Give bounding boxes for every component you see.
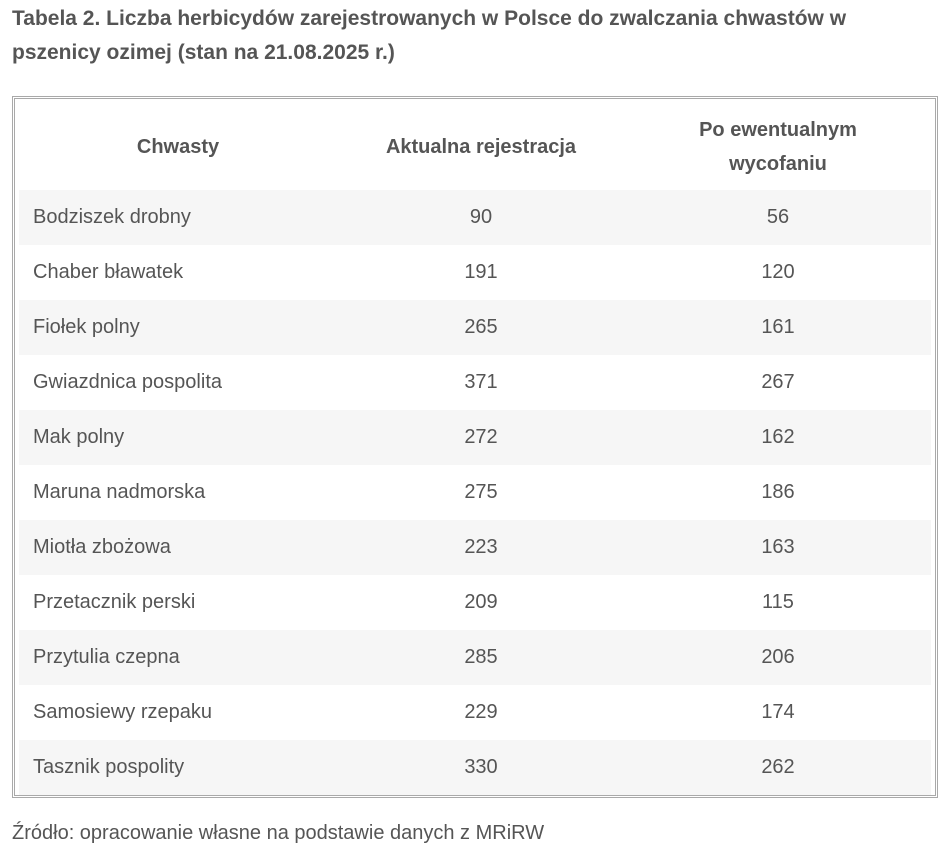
current-count: 285 (337, 630, 625, 685)
table-row (19, 300, 931, 355)
table-row (19, 410, 931, 465)
header-after-withdrawal (625, 103, 931, 190)
header-current-registration: Aktualna rejestracja (337, 103, 625, 190)
weed-name: Bodziszek drobny (19, 190, 337, 245)
current-count: 90 (337, 190, 625, 245)
table-row (19, 520, 931, 575)
after-count: 120 (625, 245, 931, 300)
weed-name: Przetacznik perski (19, 575, 337, 630)
source-note: Źródło: opracowanie własne na podstawie danych z MRiRW (12, 822, 545, 844)
current-count: 229 (337, 685, 625, 740)
table-row (19, 630, 931, 685)
table-row (19, 245, 931, 300)
after-count: 162 (625, 410, 931, 465)
weed-name: Przytulia czepna (19, 630, 337, 685)
after-count: 206 (625, 630, 931, 685)
weed-name: Miotła zbożowa (19, 520, 337, 575)
after-count: 161 (625, 300, 931, 355)
header-after-line-1: Po ewentualnym (699, 118, 857, 141)
header-after-line-2: wycofaniu (729, 152, 827, 175)
after-count: 115 (625, 575, 931, 630)
herbicide-table (19, 103, 931, 795)
table-row (19, 190, 931, 245)
after-count: 267 (625, 355, 931, 410)
weed-name: Mak polny (19, 410, 337, 465)
table-caption (12, 2, 912, 70)
current-count: 191 (337, 245, 625, 300)
after-count: 163 (625, 520, 931, 575)
header-weeds: Chwasty (19, 103, 337, 190)
weed-name: Tasznik pospolity (19, 740, 337, 795)
after-count: 262 (625, 740, 931, 795)
table-row (19, 355, 931, 410)
after-count: 174 (625, 685, 931, 740)
current-count: 209 (337, 575, 625, 630)
weed-name: Maruna nadmorska (19, 465, 337, 520)
table-row (19, 685, 931, 740)
weed-name: Samosiewy rzepaku (19, 685, 337, 740)
table-header-row (19, 103, 931, 190)
table-row (19, 465, 931, 520)
table-frame (12, 96, 938, 798)
caption-line-2: pszenicy ozimej (stan na 21.08.2025 r.) (12, 41, 395, 64)
caption-line-1: Tabela 2. Liczba herbicydów zarejestrowanych w Polsce do zwalczania chwastów w (12, 7, 847, 30)
weed-name: Gwiazdnica pospolita (19, 355, 337, 410)
current-count: 272 (337, 410, 625, 465)
current-count: 275 (337, 465, 625, 520)
table-row (19, 740, 931, 795)
after-count: 186 (625, 465, 931, 520)
after-count: 56 (625, 190, 931, 245)
current-count: 371 (337, 355, 625, 410)
weed-name: Chaber bławatek (19, 245, 337, 300)
current-count: 330 (337, 740, 625, 795)
current-count: 265 (337, 300, 625, 355)
current-count: 223 (337, 520, 625, 575)
table-row (19, 575, 931, 630)
weed-name: Fiołek polny (19, 300, 337, 355)
